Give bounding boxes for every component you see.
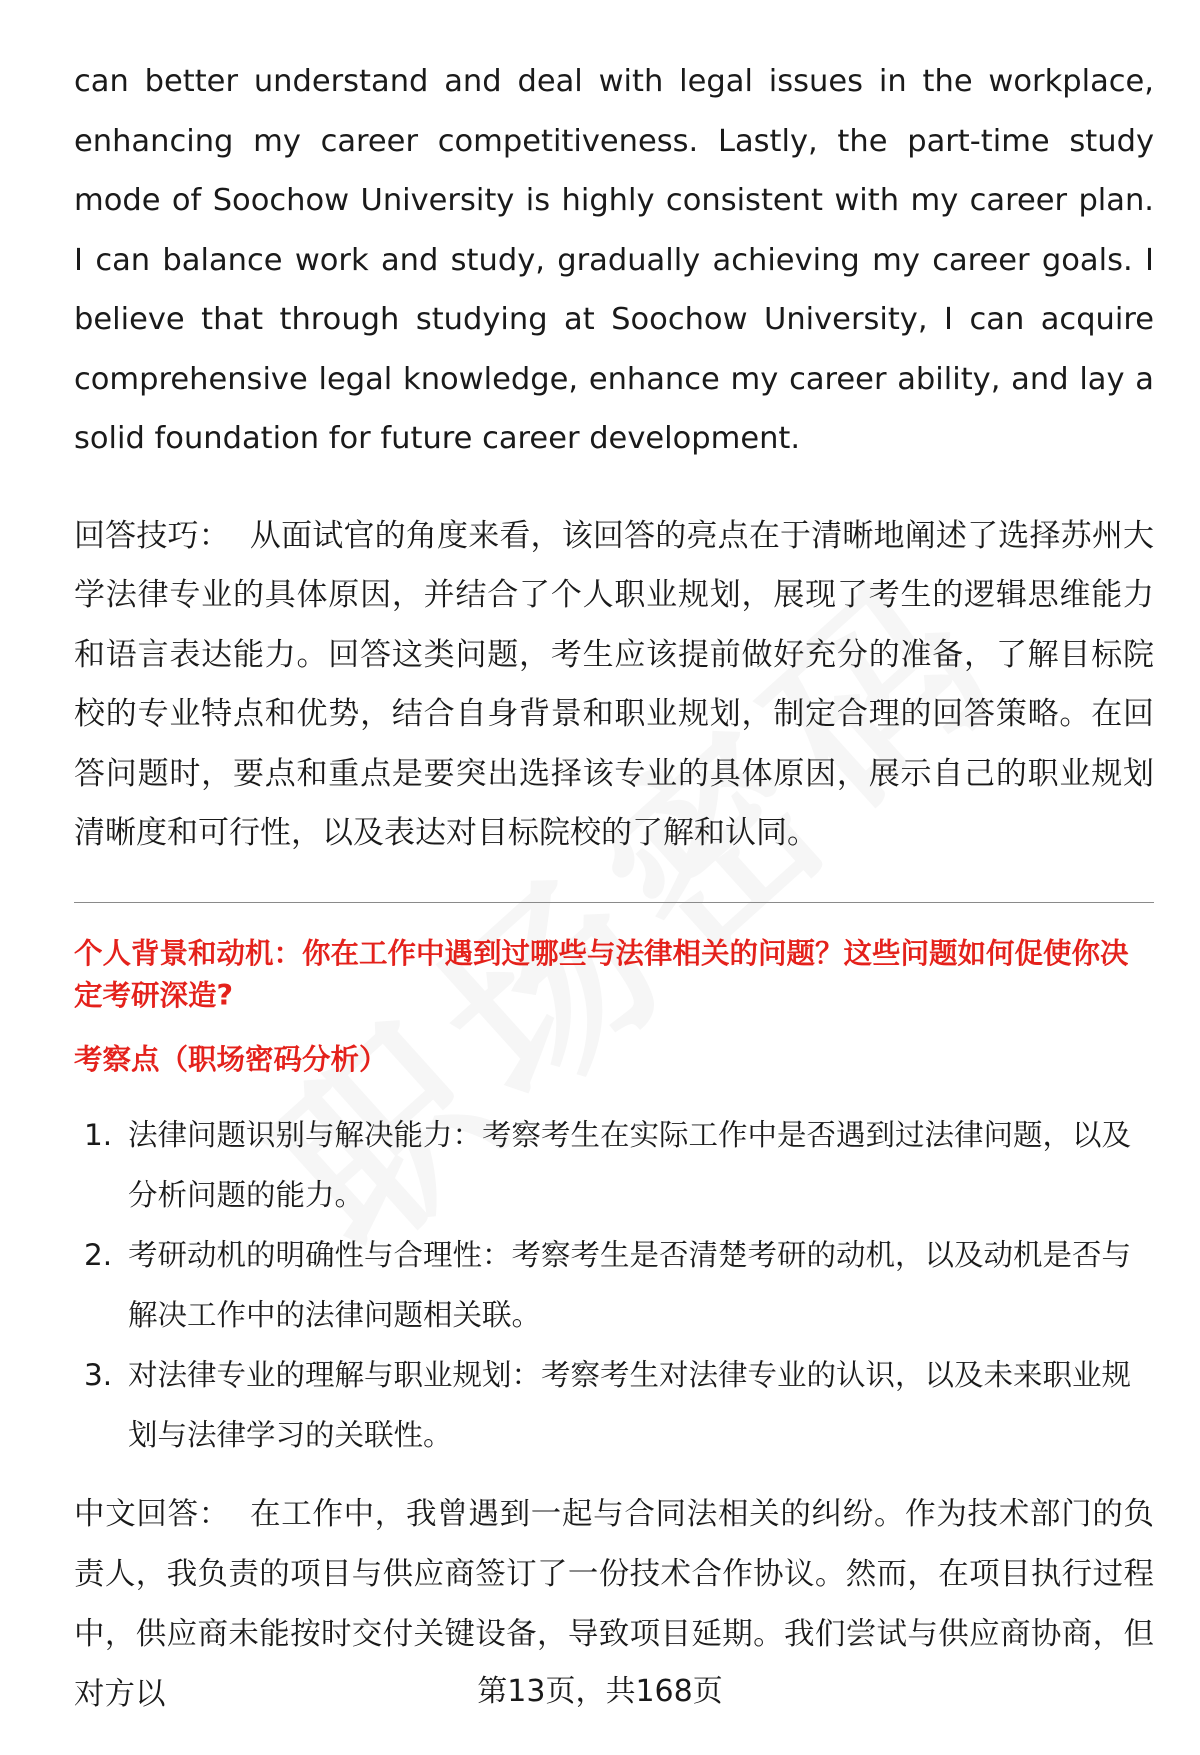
- answer-tip-text: 从面试官的角度来看，该回答的亮点在于清晰地阐述了选择苏州大学法律专业的具体原因，并结合了个人职业规划，展现了考生的逻辑思维能力和语言表达能力。回答这类问题，考生应该提前做好充分的准备，了解目标院校的专业特点和优势，结合自身背景和职业规划，制定合理的回答策略。在回答问题时，要点和重点是要突出选择该专业的具体原因，展示自己的职业规划清晰度和可行性，以及表达对目标院校的了解和认同。: [74, 517, 1155, 851]
- list-item-text: 考研动机的明确性与合理性：考察考生是否清楚考研的动机，以及动机是否与解决工作中的法律问题相关联。: [128, 1237, 1132, 1332]
- section-divider: [74, 902, 1154, 903]
- list-item-number: 2.: [84, 1237, 113, 1272]
- list-item-number: 3.: [84, 1357, 113, 1392]
- list-item: [74, 1105, 1154, 1225]
- points-list: [74, 1105, 1154, 1465]
- list-item-text: 法律问题识别与解决能力：考察考生在实际工作中是否遇到过法律问题，以及分析问题的能力。: [128, 1117, 1132, 1212]
- page-number-footer: 第13页，共168页: [477, 1674, 723, 1709]
- list-item-number: 1.: [84, 1117, 113, 1152]
- question-heading: 个人背景和动机：你在工作中遇到过哪些与法律相关的问题？这些问题如何促使你决定考研深造?: [74, 936, 1129, 1012]
- points-heading: 考察点（职场密码分析）: [74, 1042, 388, 1076]
- list-item: [74, 1345, 1154, 1465]
- answer-tip-label: 回答技巧：: [74, 517, 230, 554]
- intro-paragraph: can better understand and deal with legal issues in the workplace, enhancing my career competitiveness. Lastly, the part-time study mode of Soochow University is highly consistent with my career plan. I can balance work and study, gradually achieving my career goals. I believe that through studying at Soochow University, I can acquire comprehensive legal knowledge, enhance my career ability, and lay a solid foundation for future career development.: [74, 64, 1154, 456]
- answer-tip-paragraph: [74, 507, 1154, 864]
- document-page: [74, 52, 1154, 1725]
- chinese-answer-label: 中文回答：: [74, 1496, 230, 1532]
- list-item: [74, 1225, 1154, 1345]
- chinese-answer-text: 在工作中，我曾遇到一起与合同法相关的纠纷。作为技术部门的负责人，我负责的项目与供应商签订了一份技术合作协议。然而，在项目执行过程中，供应商未能按时交付关键设备，导致项目延期。我们尝试与供应商协商，但对方以: [74, 1496, 1155, 1712]
- list-item-text: 对法律专业的理解与职业规划：考察考生对法律专业的认识，以及未来职业规划与法律学习的关联性。: [128, 1357, 1132, 1452]
